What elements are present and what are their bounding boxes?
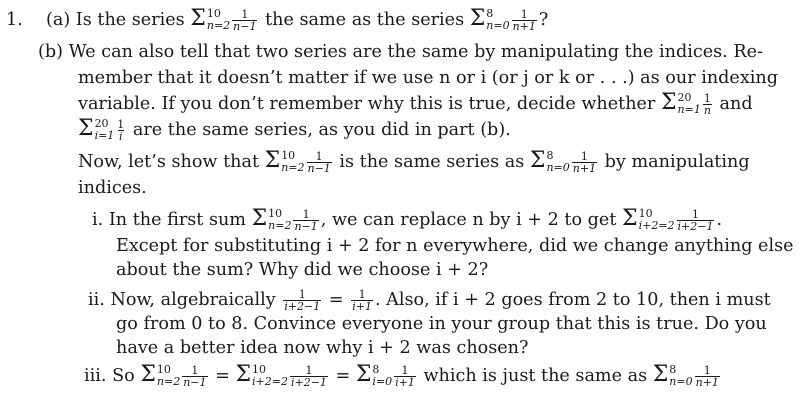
series-1-lower: n=2 xyxy=(206,19,231,32)
step-i-label: i. xyxy=(92,210,104,230)
step-i-line-1 xyxy=(92,208,722,232)
series-5-upper: 10 xyxy=(638,207,653,220)
series-3 xyxy=(661,92,714,116)
part-b-text-3a: variable. If you don’t remember why this is true, decide whether xyxy=(78,94,656,114)
part-b-label: (b) xyxy=(38,42,63,62)
part-b-line-4 xyxy=(78,118,511,142)
series-num: 1 xyxy=(191,363,199,377)
part-a-text-1: Is the series xyxy=(75,10,185,30)
part-b-text-4: are the same series, as you did in part (b). xyxy=(132,120,511,140)
step-i-text-1b: , we can replace n by i + 2 to get xyxy=(320,210,617,230)
step-iii-label: iii. xyxy=(84,366,107,386)
series-1-den: n−1 xyxy=(233,19,257,33)
step-iii-text-1: So xyxy=(112,366,135,386)
series-2-step-iii xyxy=(653,364,722,388)
step-iii-line xyxy=(84,364,722,388)
fraction-den: i+2−1 xyxy=(284,299,321,313)
part-b-text-5a: Now, let’s show that xyxy=(78,152,260,172)
series-den: n+1 xyxy=(695,375,719,389)
series-upper: 8 xyxy=(669,363,677,376)
series-5-den: i+2−1 xyxy=(677,219,714,233)
part-b-text-1: We can also tell that two series are the same by manipulating the indices. Re- xyxy=(68,42,763,62)
step-i-line-2: Except for substituting i + 2 for n everywhere, did we change anything else xyxy=(116,236,794,256)
series-6 xyxy=(356,364,418,388)
step-iii-text-2: which is just the same as xyxy=(423,366,648,386)
series-num: 1 xyxy=(580,149,588,163)
part-b-text-5b: is the same series as xyxy=(339,152,525,172)
series-den: n−1 xyxy=(294,219,318,233)
part-a-text-3: ? xyxy=(538,10,549,30)
step-ii-text-1a: Now, algebraically xyxy=(110,290,276,310)
series-1-repeat xyxy=(265,150,334,174)
series-1-step-iii xyxy=(140,364,209,388)
series-den: i+2−1 xyxy=(290,375,327,389)
equals-sign: = xyxy=(215,366,230,386)
sigma-symbol: Σ xyxy=(140,362,156,387)
part-b-text-5c: by manipulating xyxy=(604,152,750,172)
equals-sign: = xyxy=(335,366,351,386)
problem-a-line xyxy=(6,8,548,32)
series-4 xyxy=(78,118,127,142)
part-b-line-2: member that it doesn’t matter if we use n or i (or j or k or . . .) as our indexing xyxy=(78,68,778,88)
part-a-text-2: the same as the series xyxy=(265,10,465,30)
series-3-num: 1 xyxy=(703,91,711,105)
problem-number: 1. xyxy=(6,10,23,30)
sigma-symbol: Σ xyxy=(622,206,638,231)
series-lower: n=2 xyxy=(156,375,181,388)
series-upper: 10 xyxy=(252,363,267,376)
sigma-symbol: Σ xyxy=(190,6,206,31)
part-b-line-5 xyxy=(78,150,750,174)
series-upper: 10 xyxy=(156,363,171,376)
series-num: 1 xyxy=(703,363,711,377)
series-5-lower: i+2=2 xyxy=(638,219,675,232)
series-6-upper: 8 xyxy=(372,363,380,376)
part-b-line-6: indices. xyxy=(78,178,147,198)
series-upper: 8 xyxy=(546,149,554,162)
part-b-line-3 xyxy=(78,92,753,116)
series-den: n−1 xyxy=(183,375,207,389)
step-i-text-1a: In the first sum xyxy=(108,210,246,230)
sigma-symbol: Σ xyxy=(469,6,486,31)
series-6-den: i+1 xyxy=(395,375,415,389)
series-num: 1 xyxy=(305,363,313,377)
series-lower: n=0 xyxy=(546,161,570,174)
part-b-text-3b: and xyxy=(719,94,753,114)
series-6-num: 1 xyxy=(401,363,409,377)
sigma-symbol: Σ xyxy=(660,90,677,115)
sigma-symbol: Σ xyxy=(251,206,268,231)
series-num: 1 xyxy=(315,149,323,163)
series-5-step-iii xyxy=(235,364,329,388)
step-ii-text-1c: . Also, if i + 2 goes from 2 to 10, then i must xyxy=(374,290,771,310)
sigma-symbol: Σ xyxy=(529,148,546,173)
series-4-upper: 20 xyxy=(94,117,109,130)
series-den: n+1 xyxy=(572,161,597,175)
series-1 xyxy=(190,8,259,32)
sigma-symbol: Σ xyxy=(355,362,372,387)
series-lower: n=2 xyxy=(281,161,305,174)
series-4-num: 1 xyxy=(117,117,125,131)
part-a-label: (a) xyxy=(45,10,71,30)
series-4-den: i xyxy=(119,129,123,143)
sigma-symbol: Σ xyxy=(264,148,281,173)
series-2-upper: 8 xyxy=(486,7,494,20)
series-den: n−1 xyxy=(307,161,331,175)
series-lower: n=0 xyxy=(669,375,693,388)
sigma-symbol: Σ xyxy=(235,362,252,387)
sigma-symbol: Σ xyxy=(78,116,94,141)
fraction-den: i+1 xyxy=(352,299,372,313)
series-3-upper: 20 xyxy=(677,91,692,104)
series-upper: 10 xyxy=(281,149,296,162)
fraction-i-plus-1 xyxy=(351,289,373,312)
fraction-num: 1 xyxy=(298,287,306,301)
step-ii-line-2: go from 0 to 8. Convince everyone in your group that this is true. Do you xyxy=(116,314,767,334)
equals-sign: = xyxy=(328,290,344,310)
series-upper: 10 xyxy=(268,207,283,220)
series-lower: n=2 xyxy=(268,219,292,232)
series-2-repeat xyxy=(530,150,599,174)
series-lower: i+2=2 xyxy=(252,375,288,388)
step-ii-line-3: have a better idea now why i + 2 was chosen? xyxy=(116,338,529,358)
sigma-symbol: Σ xyxy=(652,362,669,387)
series-2-den: n+1 xyxy=(512,19,536,33)
series-3-lower: n=1 xyxy=(677,103,701,116)
series-num: 1 xyxy=(302,207,310,221)
series-1-num: 1 xyxy=(241,7,249,21)
fraction-i-plus-2-minus-1 xyxy=(283,289,321,312)
series-4-lower: i=1 xyxy=(94,129,115,142)
fraction-num: 1 xyxy=(358,287,366,301)
series-2-lower: n=0 xyxy=(486,19,510,32)
series-1-step-i xyxy=(252,208,321,232)
series-1-upper: 10 xyxy=(206,7,221,20)
series-6-lower: i=0 xyxy=(372,375,393,388)
series-5-num: 1 xyxy=(692,207,699,221)
step-i-text-1c: . xyxy=(716,210,723,230)
step-i-line-3: about the sum? Why did we choose i + 2? xyxy=(116,260,489,280)
series-2-num: 1 xyxy=(520,7,528,21)
step-ii-label: ii. xyxy=(88,290,105,310)
series-5 xyxy=(622,208,716,232)
part-b-line-1 xyxy=(38,40,763,64)
series-3-den: n xyxy=(703,103,711,117)
step-ii-line-1 xyxy=(88,288,771,312)
series-2 xyxy=(470,8,539,32)
